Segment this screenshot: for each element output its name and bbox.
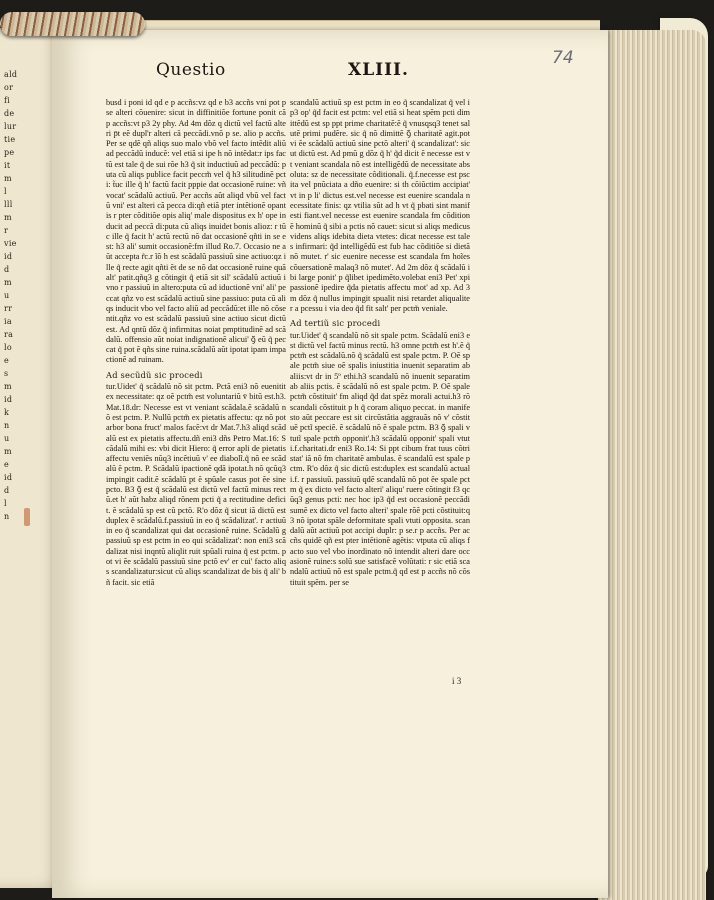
- folio-number: 74: [552, 48, 574, 68]
- paragraph: busd i poni id qd e p accñs:vz qd e b3 accñs vni pot p se alteri cõuenire: sicut in diffinitiõe fortune ponit cã p accñs:vt p3 2y phy. Ad 4m dõz q dictũ vel factũ alteri p̄t eẽ dupl'r alteri cã peccãdi.vnõ p se. alio p accñs. Per se qdẽ qñ aliqs suo malo vbõ vel facto intẽdit aliũ ad peccãdũ inducẽ: vel etiã si ipe h nõ intẽdat:r ips factũ est tale q̃ de sui rõe h3 q̃ sit inductiuũ ad peccãdũ: puta cũ aliqs publice facit peccm̃ vel q̃ h3 silitudinẽ pcti: t̃uc ille q̃ h' factũ facit pppie dat occasionẽ ruine: vñ vocat' scãdalũ actiuũ. Per accñs aũt aliqd vbũ vel factũ vni' est alteri cã pecca di:qñ etiã pter intẽtionẽ opantis r pter cõditiõe opis aliq' male dispositus ex h' ope inducit ad peccã di:puta cũ aliqs inuidet bonis alioz: r tũc ille q̃ facit h' actũ rectũ nõ dat occasionẽ qñti in se est: h3 ali' sumit occasionẽ:fm illud Ro.7. Occasio ne aũt accepta r̃c.r ĩõ h est scãdalũ passiuũ sine actiuo:qz ille q̃ recte agit qñti ẽt de se nõ dat occasionẽ ruine quã alt' patit.qñq3 g cõtingit q̃ etiã sit sil' scãdalũ actiuũ i vno r passiuũ in altero:puta cũ ad iductionẽ vni' ali' peccat qñz vo est scãdalũ actiuũ sine passiuo: puta cũ aliqs inducit vbo vel facto aliũ ad peccãdũ:et ille nõ cõsentit.qñz vo est scãdalũ passiuũ sine actiuo sicut dictũ est. Ad qntũ dõz q̃ infirmitas noiat pmptitudinẽ ad scãdalũ. offensio aũt noiat indignationẽ alicui' ꝯ̃ eũ q̃ peccat q̃ pot ẽ qñs sine ruina.scãdalũ aũt ipotat ipam impactionẽ ad ruinam.: [106, 98, 286, 365]
- paragraph: tur.Uidet' q̃ scandalũ nõ sit spale pctm. Scãdalũ eni3 est dictũ vel factũ minus rectũ. h3 omne pctm̃ est h'.ẽ q̃ pctm̃ est scãdalũ.nõ q̃ scãdalũ est spale pctm. P. Oẽ spale pctm̃ siue oẽ spalis iniustitia inuenit separatim ab aliis:vt dr in 5º ethi.h3 scandalũ nõ inuenit separatim ab aliis pctis. ẽ scãdalũ nõ est spale pctm. P. Oẽ spale pctm̃ cõstituit' fm aliqd q̃d dat spẽz morali actui.h3 rõ scandali cõstituit p h q̃ coram aliquo peccat. in manifesto aũt peccare est sit circũstãtia aggrauãs nõ v' cõstituẽ pctĩ speciẽ. ẽ scãdalũ nõ ẽ spale pctm. B3 ꝯ̃ spali vtutĩ spale pctm̃ opponit'.h3 scãdalũ opponit' spali vtuti.f.charitati.dr eni3 Ro.14: Si ppt cibum frat tuus cõtristat' iã nõ fm charitatẽ ambulas. ẽ scandalũ est spale pctm. R'o dõz q̃ sic dictũ est:duplex est scandalũ actuali.f. r passiuũ. passiuũ qdẽ scandalũ nõ pot ẽe spale pctm q̃ ex dicto vel facto alteri' aliqu' ruere cõtingit f3 qcũq3 genus pcti: nec hoc ip3 q̃d est occasionẽ peccãdi sumẽ ex dicto vel facto alteri' spale rõẽ pcti cõstituit:q3 nõ ipotat spãle deformitate spali vtuti opposita. scandalũ aũt actiuũ pot accipi duplr: p se.r p accñs. Per accñs quidẽ qñ est pter intẽtionẽ agẽtis: vtputa cũ aliqs facto suo vel vbo inordinato nõ intendit alteri dare occasionẽ ruine:s solũ sue satisfacẽ volũtati: r sic etiã scandalũ actiuũ nõ est spale pctm.q̃ qd est p accñs nõ cõstituit spẽm. per se: [290, 330, 470, 587]
- article-heading: Ad tertiũ sic procedi: [290, 318, 381, 329]
- paragraph: scandalũ actiuũ sp est pctm in eo q̃ scandalizat q̃ vel ip3 op' q̃d facit est pctm: vel etiã si heat spẽm pcti dimittẽdũ est sp ppt prime charitatẽ:ẽ q̃ vnusqsq3 tenet salutẽ primi pudẽre. sic q̃ nõ dimittẽ ꝯ̃ charitatẽ agit.pot vi ẽe scãdalũ actiuũ sine pctõ alteri' q̃ scandalizat': sicut dictũ est. Ad pmũ g dõz q̃ h' q̃d dicit ẽ necesse est vt veniant scandala nõ est intelligẽdũ de necessitate absoluta: sz de necessitate cõditionali. q̃.f.necesse est pscita vel pnũciata a dño euenire: si th cõiũctim accipiat' vt in p li' dictus est.vel necesse est euenire scandala necessitate finis: qz vtilia sũt ad h vt q̃ pbati sint manifesti fiant.vel necesse est euenire scandala fm cõditionẽ hominũ q̃ sibi a pctis nõ cauet: sicut si aliqs medicus videns aliqs idebita dieta vtetes: dicat necesse est tales infirmari: q̃d intelligẽdũ est fub hac cõditiõe si dietã nõ mutet. r' sic euenire necesse est scandala fm hoĩes cõuersationẽ malaq3 nõ mutet'. Ad 2m dõz q̃ scãdalũ ibi large ponit' p q̃libet ipedimẽto.volebat eni3 Pet' xpi passionẽ ipedire q̃da pietatis affectu mot' ad xp. Ad 3m dõz q̃ nullus impingit spualit nisi retardet aliqualiter a pcessu i via deo q̃d fit salt' per pctm̃ veniale.: [290, 98, 470, 313]
- running-head-left: Questio: [156, 60, 226, 80]
- paragraph: tur.Uidet' q̃ scãdalũ nõ sit pctm. Pctã eni3 nõ euenitit ex necessitate: qz oẽ pctm̃ est voluntariũ v̄ bitũ est.h3.Mat.18.dr: Necesse est vt veniant scãdala.ẽ scãdalũ nõ est pctm. P. Nullũ pctm̃ ex pietatis affectu: qz nõ pot arbor bona fruct' malos facẽ:vt dr Mat.7.h3 aliqd scãdalũ est ex pietatis affectu.dñ eni3 dñs Petro Mat.16: Scãdalũ mihi es: vbi dicit Hiero: q̃ error apli de pietatis affectu veniẽs nũq3 incẽtiuũ v' ee diabolĩ.q̃ nõ ee scãdalũ ẽ pctm. P. Scãdalũ ipactionẽ qdã ipotat.h nõ qcũq3 impingit cadit.ẽ scãdalũ pt ẽ spũale casus pot ẽe sine pcto. B3 ꝯ̃ est q̃ scãdalũ est dictũ vel factũ minus rectũ.et h' aũt habz aliqd rõnem pcti q̃ a rectitudine deficit. ẽ scãdalũ sp est cũ pctõ. R'o dõz q̃ sicut iã dictũ est duplex ẽ scãdalũ.f.passiuũ in eo q̃ scãdalizat'. r actiuũ in eo q̃ scandalizat qui dat occasionẽ ruine. Scãdalũ g passiuũ sp est pctm in eo qui scãdalizat': non eni3 scãdalizat nisi inqntũ aliqlit ruit spũali ruina q̃ est pctm. pot vi ẽe scãdalũ passiuũ sine pctõ ev' er cui' facto aliqs scandalizatur:sicut cũ aliqs scandalizat de bis q̃ ali' bñ facit. sic etiã: [106, 382, 286, 587]
- page-edges: [598, 30, 706, 900]
- running-head-right: XLIII.: [348, 60, 409, 80]
- left-page-text-fragment: ald or fi de lur tie pe it m l lll m r vie id d m u rr ia ra lo e s m id k n u m e id d l n: [4, 70, 18, 521]
- left-page: [0, 28, 60, 888]
- signature-mark: i 3: [452, 676, 462, 686]
- text-column-right: [290, 98, 470, 588]
- rubrication-mark: [24, 508, 30, 526]
- text-column-left: [106, 98, 286, 588]
- binding-cord: [0, 12, 145, 36]
- article-heading: Ad secũdũ sic procedi: [106, 369, 203, 380]
